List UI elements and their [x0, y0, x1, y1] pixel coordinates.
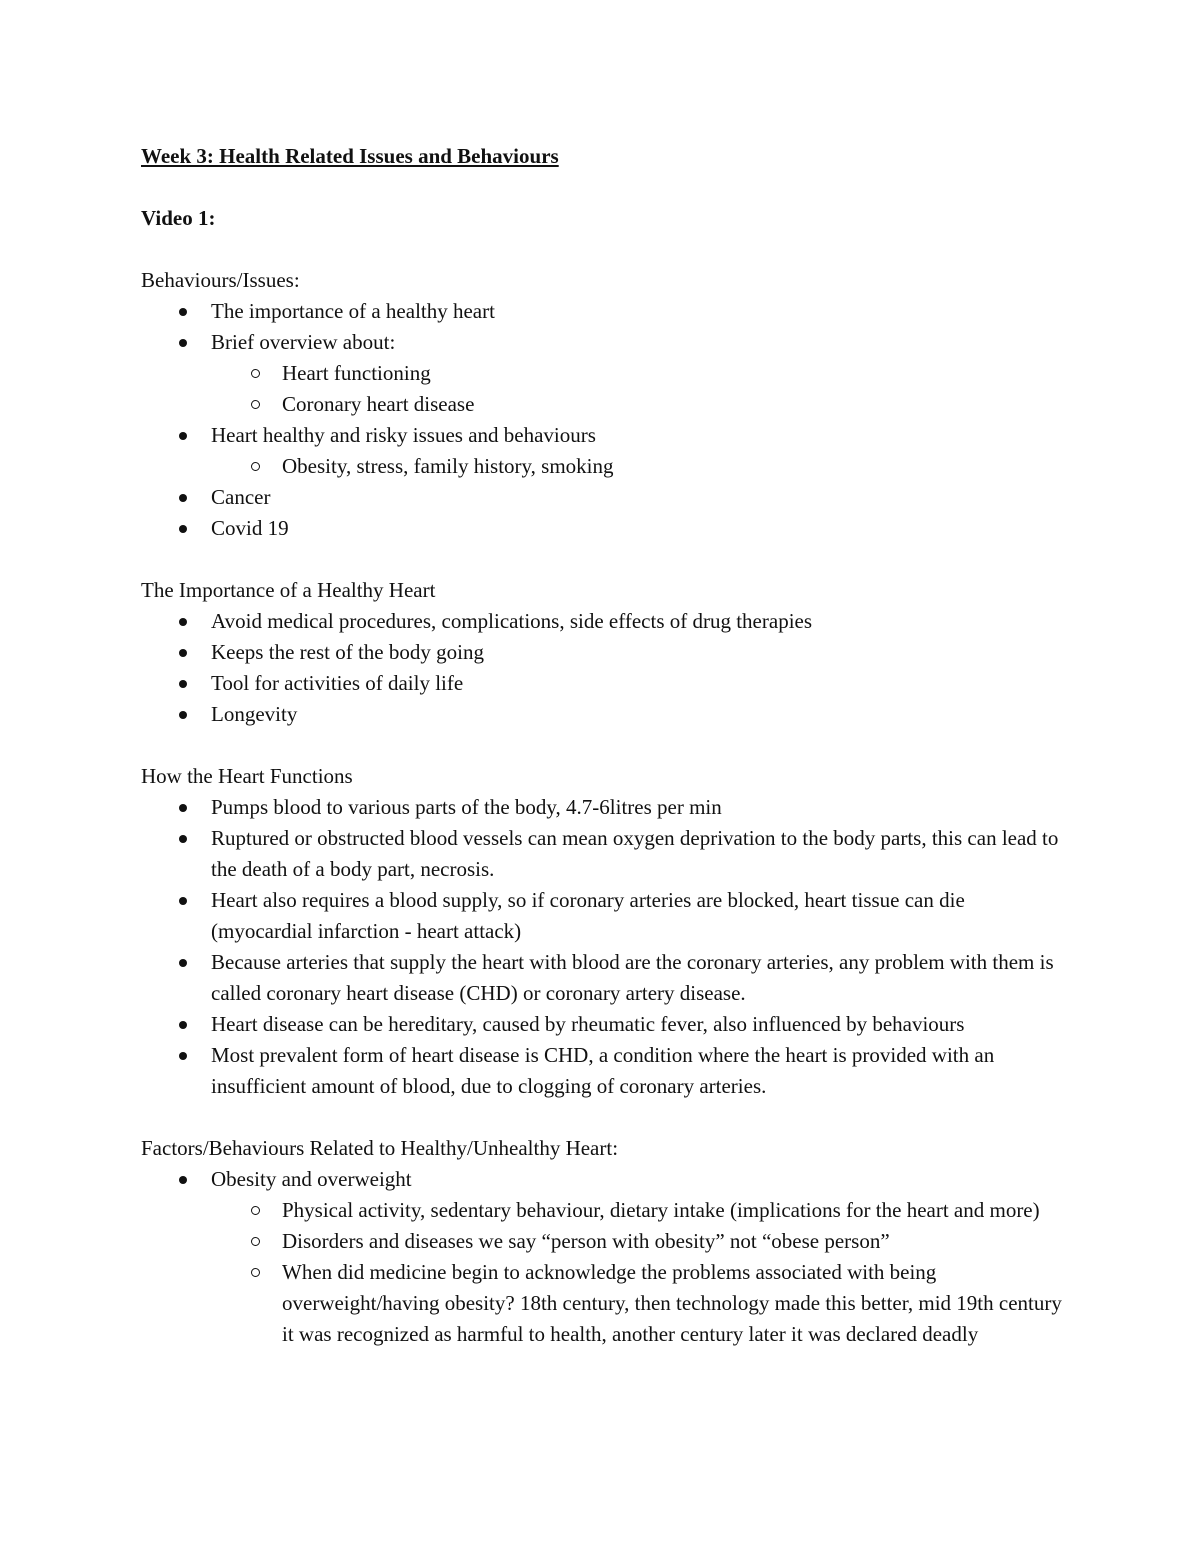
sub-list-item [141, 1226, 1071, 1257]
list-item [141, 513, 1071, 544]
list-item-text: Heart disease can be hereditary, caused by rheumatic fever, also influenced by behaviours [211, 1012, 965, 1036]
sub-list-item-text: Physical activity, sedentary behaviour, dietary intake (implications for the heart and more) [282, 1198, 1040, 1222]
sub-list-item [141, 1257, 1071, 1350]
list-item [141, 823, 1071, 885]
sub-list-item-text: When did medicine begin to acknowledge the problems associated with being overweight/having obesity? 18th century, then technology made this better, mid 19th century it was recognized as harmful to health, another century later it was declared deadly [282, 1260, 1062, 1346]
bullet-list [141, 606, 1071, 730]
bullet-list [141, 792, 1071, 1102]
filled-bullet-icon [179, 680, 187, 688]
list-item-text: Heart also requires a blood supply, so if coronary arteries are blocked, heart tissue can die (myocardial infarction - heart attack) [211, 888, 965, 943]
filled-bullet-icon [179, 494, 187, 502]
spacer [141, 544, 1071, 575]
filled-bullet-icon [179, 711, 187, 719]
sub-list-item-text: Coronary heart disease [282, 392, 475, 416]
list-item-text: Covid 19 [211, 516, 289, 540]
list-item [141, 947, 1071, 1009]
list-item [141, 885, 1071, 947]
list-item-text: Brief overview about: [211, 330, 396, 354]
sub-list-item [141, 1195, 1071, 1226]
filled-bullet-icon [179, 339, 187, 347]
list-item-text: Tool for activities of daily life [211, 671, 464, 695]
filled-bullet-icon [179, 959, 187, 967]
filled-bullet-icon [179, 804, 187, 812]
video-label: Video 1: [141, 206, 216, 230]
list-item [141, 1040, 1071, 1102]
list-item [141, 637, 1071, 668]
list-item [141, 482, 1071, 513]
filled-bullet-icon [179, 618, 187, 626]
list-item-text: Keeps the rest of the body going [211, 640, 484, 664]
filled-bullet-icon [179, 649, 187, 657]
list-item [141, 296, 1071, 327]
list-item [141, 792, 1071, 823]
list-item-text: Heart healthy and risky issues and behaviours [211, 423, 596, 447]
sub-list-item [141, 389, 1071, 420]
bullet-list [141, 1164, 1071, 1350]
hollow-bullet-icon [251, 369, 260, 378]
hollow-bullet-icon [251, 1268, 260, 1277]
sub-list-item-text: Heart functioning [282, 361, 431, 385]
hollow-bullet-icon [251, 1206, 260, 1215]
sub-list-item [141, 358, 1071, 389]
filled-bullet-icon [179, 1052, 187, 1060]
hollow-bullet-icon [251, 400, 260, 409]
spacer [141, 172, 1071, 203]
section-heading: How the Heart Functions [141, 764, 353, 788]
list-item-text: Avoid medical procedures, complications, side effects of drug therapies [211, 609, 813, 633]
document-title: Week 3: Health Related Issues and Behaviours [141, 144, 559, 168]
filled-bullet-icon [179, 897, 187, 905]
hollow-bullet-icon [251, 1237, 260, 1246]
section-heading: Factors/Behaviours Related to Healthy/Unhealthy Heart: [141, 1136, 619, 1160]
list-item-text: The importance of a healthy heart [211, 299, 495, 323]
filled-bullet-icon [179, 1021, 187, 1029]
list-item [141, 668, 1071, 699]
spacer [141, 730, 1071, 761]
filled-bullet-icon [179, 308, 187, 316]
sub-list-item [141, 451, 1071, 482]
list-item [141, 606, 1071, 637]
section-heading: Behaviours/Issues: [141, 268, 300, 292]
list-item-text: Longevity [211, 702, 298, 726]
list-item-text: Ruptured or obstructed blood vessels can mean oxygen deprivation to the body parts, this can lead to the death of a body part, necrosis. [211, 826, 1059, 881]
hollow-bullet-icon [251, 462, 260, 471]
list-item [141, 327, 1071, 358]
filled-bullet-icon [179, 432, 187, 440]
list-item [141, 1164, 1071, 1195]
notes-body [141, 234, 1071, 1350]
sub-list-item-text: Disorders and diseases we say “person with obesity” not “obese person” [282, 1229, 890, 1253]
filled-bullet-icon [179, 1176, 187, 1184]
sub-list-item-text: Obesity, stress, family history, smoking [282, 454, 614, 478]
list-item-text: Because arteries that supply the heart with blood are the coronary arteries, any problem with them is called coronary heart disease (CHD) or coronary artery disease. [211, 950, 1054, 1005]
spacer [141, 1102, 1071, 1133]
spacer [141, 234, 1071, 265]
document-page [141, 141, 1071, 1350]
bullet-list [141, 296, 1071, 544]
list-item-text: Obesity and overweight [211, 1167, 412, 1191]
list-item-text: Most prevalent form of heart disease is CHD, a condition where the heart is provided with an insufficient amount of blood, due to clogging of coronary arteries. [211, 1043, 995, 1098]
list-item-text: Cancer [211, 485, 271, 509]
filled-bullet-icon [179, 525, 187, 533]
list-item-text: Pumps blood to various parts of the body, 4.7-6litres per min [211, 795, 722, 819]
section-heading: The Importance of a Healthy Heart [141, 578, 436, 602]
list-item [141, 420, 1071, 451]
filled-bullet-icon [179, 835, 187, 843]
list-item [141, 1009, 1071, 1040]
list-item [141, 699, 1071, 730]
